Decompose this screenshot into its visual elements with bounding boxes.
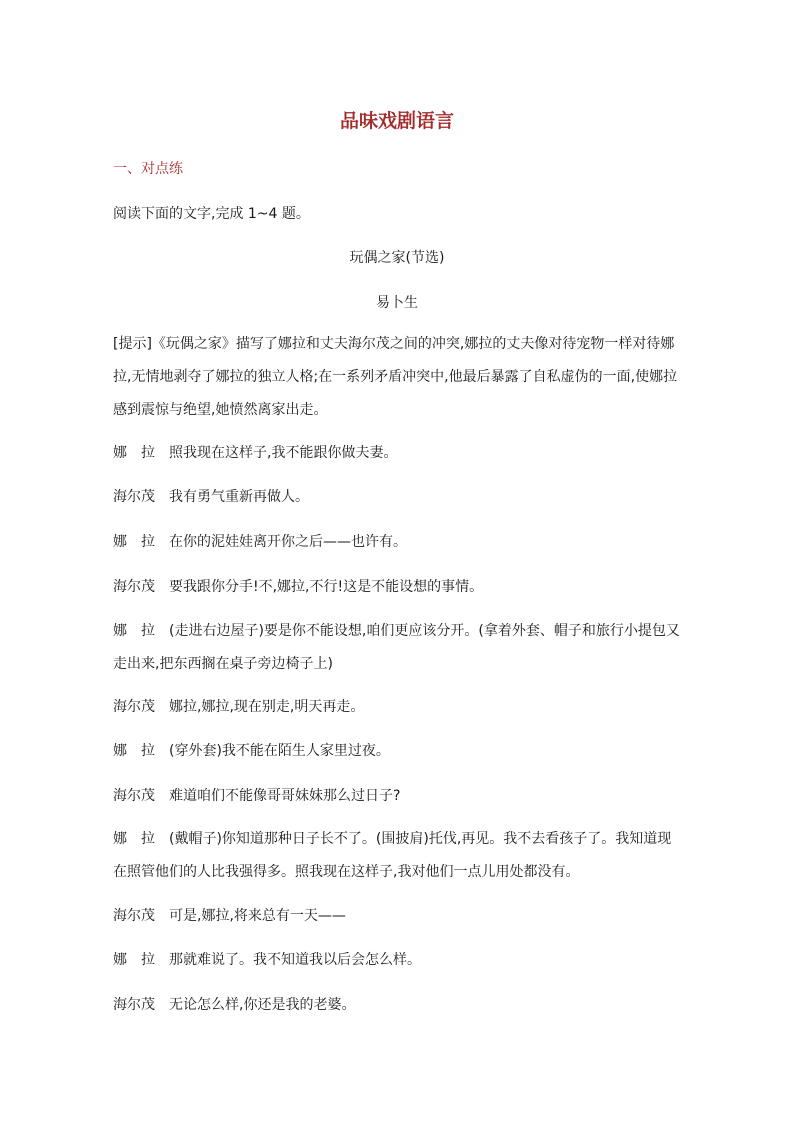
dialogue-line [113, 950, 421, 970]
dialogue-line [113, 615, 685, 681]
dialogue-text: (穿外套)我不能在陌生人家里过夜。 [169, 743, 390, 759]
dialogue-text: (戴帽子)你知道那种日子长不了。(围披肩)托伐,再见。我不去看孩子了。我知道现在照管他们的人比我强得多。照我现在这样子,我对他们一点儿用处都没有。 [113, 831, 672, 880]
speaker-name: 海尔茂 [113, 579, 155, 595]
dialogue-line [113, 906, 346, 926]
dialogue-text: 在你的泥娃娃离开你之后——也许有。 [169, 534, 407, 550]
speaker-name: 海尔茂 [113, 997, 155, 1013]
dialogue-line [113, 697, 364, 717]
dialogue-text: 那就难说了。我不知道我以后会怎么样。 [169, 952, 421, 968]
speaker-name: 海尔茂 [113, 699, 155, 715]
speaker-name: 海尔茂 [113, 908, 155, 924]
speaker-name: 娜 拉 [113, 534, 155, 550]
dialogue-text: 照我现在这样子,我不能跟你做夫妻。 [169, 445, 398, 461]
dialogue-line [113, 786, 400, 806]
page-title: 品味戏剧语言 [339, 110, 454, 132]
dialogue-text: 我有勇气重新再做人。 [169, 489, 309, 505]
dialogue-line [113, 532, 407, 552]
dialogue-text: 难道咱们不能像哥哥妹妹那么过日子? [169, 788, 401, 804]
dialogue-text: 要我跟你分手!不,娜拉,不行!这是不能设想的事情。 [169, 579, 484, 595]
speaker-name: 娜 拉 [113, 623, 155, 639]
dialogue-line [113, 995, 355, 1015]
dialogue-line [113, 487, 309, 507]
speaker-name: 娜 拉 [113, 743, 155, 759]
prompt-paragraph: [提示]《玩偶之家》描写了娜拉和丈夫海尔茂之间的冲突,娜拉的丈夫像对待宠物一样对待娜拉,无情地剥夺了娜拉的独立人格;在一系列矛盾冲突中,他最后暴露了自私虚伪的一面,使娜拉感到震惊与绝望,她愤然离家出走。 [113, 336, 678, 418]
speaker-name: 娜 拉 [113, 445, 155, 461]
dialogue-line [113, 823, 685, 889]
dialogue-line [113, 577, 483, 597]
speaker-name: 海尔茂 [113, 788, 155, 804]
speaker-name: 娜 拉 [113, 831, 155, 847]
dialogue-text: 可是,娜拉,将来总有一天—— [169, 908, 346, 924]
dialogue-text: 娜拉,娜拉,现在别走,明天再走。 [169, 699, 365, 715]
speaker-name: 娜 拉 [113, 952, 155, 968]
dialogue-text: (走进右边屋子)要是你不能设想,咱们更应该分开。(拿着外套、帽子和旅行小提包又走出来,把东西搁在桌子旁边椅子上) [113, 623, 680, 672]
dialogue-line [113, 741, 390, 761]
work-title: 玩偶之家(节选) [349, 250, 445, 266]
instruction-text: 阅读下面的文字,完成 1~4 题。 [113, 206, 310, 222]
section-heading: 一、对点练 [113, 161, 183, 177]
speaker-name: 海尔茂 [113, 489, 155, 505]
dialogue-line [113, 443, 397, 463]
dialogue-text: 无论怎么样,你还是我的老婆。 [169, 997, 356, 1013]
author-name: 易卜生 [376, 295, 418, 311]
